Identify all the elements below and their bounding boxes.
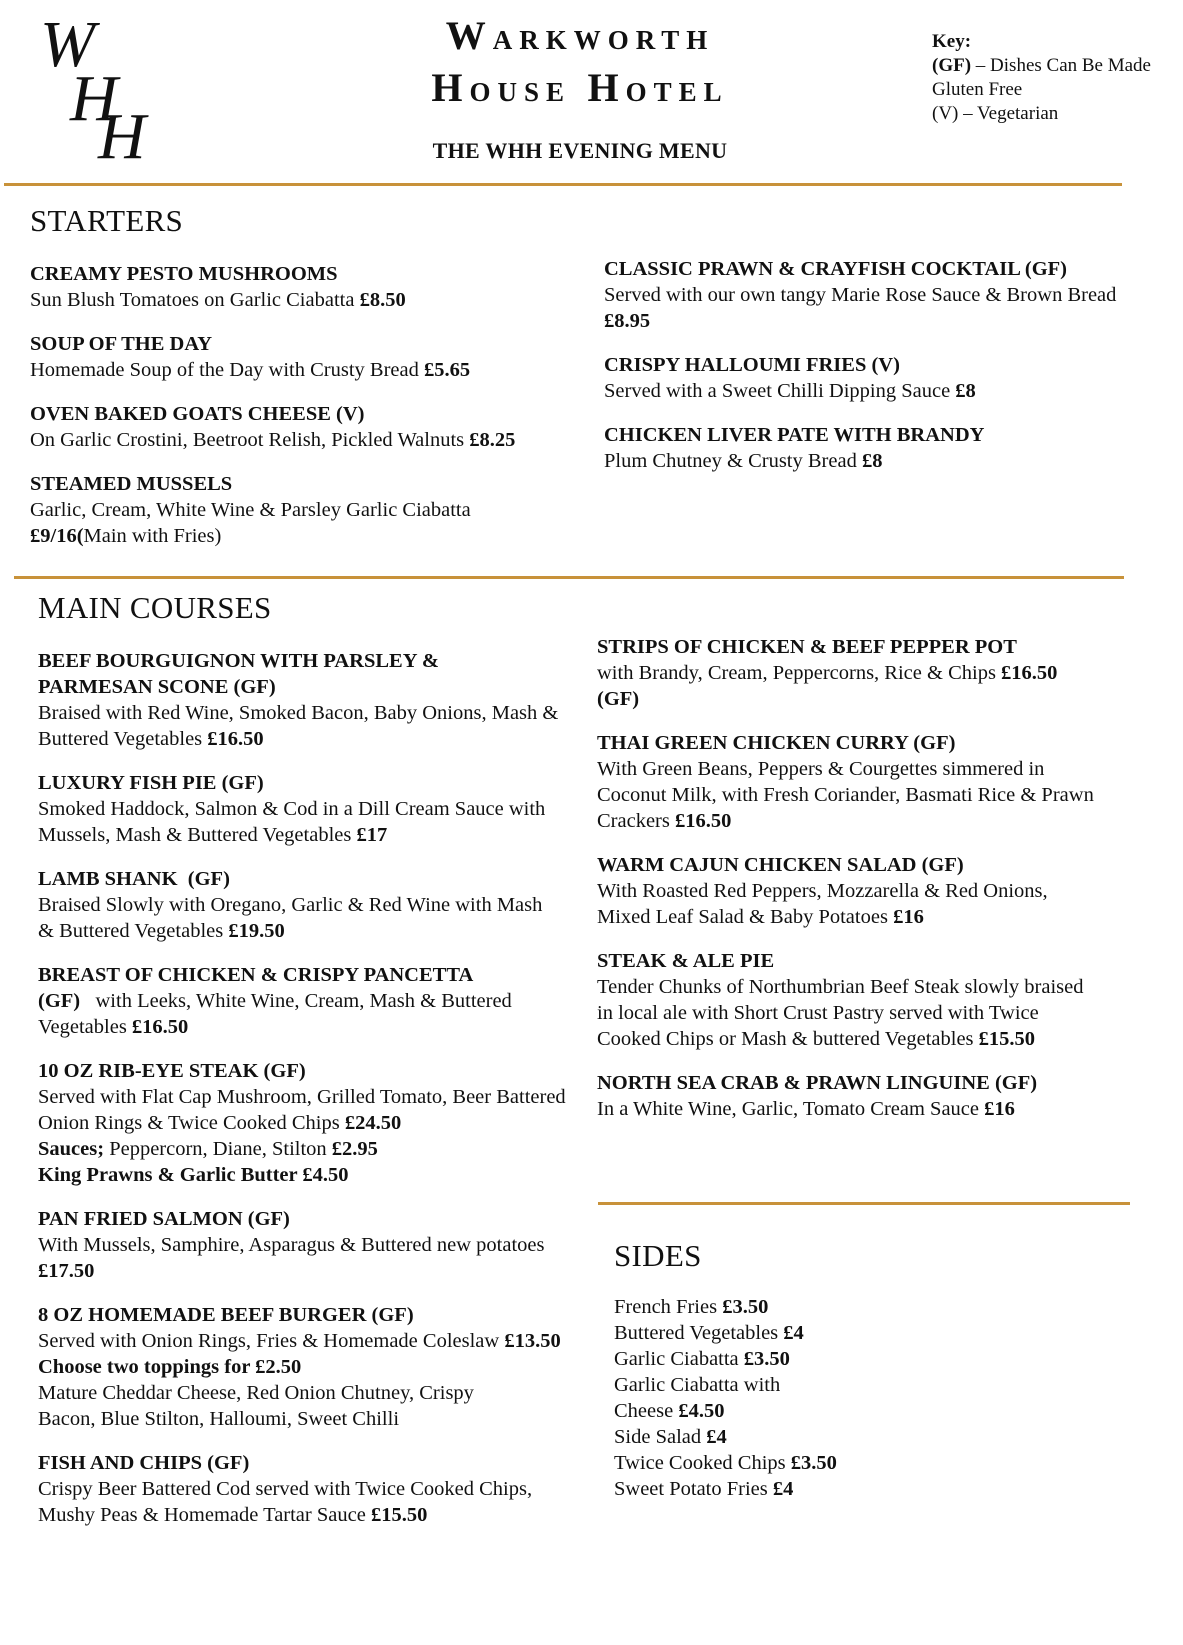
item-desc: On Garlic Crostini, Beetroot Relish, Pickled Walnuts (30, 429, 470, 451)
item-desc: Served with Flat Cap Mushroom, Grilled Tomato, Beer Battered Onion Rings & Twice Cooked Chips (38, 1086, 566, 1134)
menu-item (597, 730, 1097, 834)
header-divider (4, 183, 1122, 186)
sauces-price: £2.95 (331, 1138, 378, 1160)
item-name: 10 OZ RIB-EYE STEAK (GF) (38, 1060, 306, 1082)
sides-title: SIDES (614, 1238, 702, 1273)
key-title: Key: (932, 31, 972, 52)
menu-item (38, 1302, 574, 1432)
item-desc: Smoked Haddock, Salmon & Cod in a Dill Cream Sauce with Mussels, Mash & Buttered Vegetables (38, 798, 546, 846)
side-item: Cheese £4.50 (614, 1400, 725, 1422)
item-desc: Braised with Red Wine, Smoked Bacon, Baby Onions, Mash & Buttered Vegetables (38, 702, 559, 750)
item-price: £16 (984, 1098, 1015, 1120)
sides-list (614, 1294, 837, 1502)
item-desc: Plum Chutney & Crusty Bread (604, 450, 862, 472)
menu-item (38, 1058, 574, 1188)
item-name: CHICKEN LIVER PATE WITH BRANDY (604, 424, 985, 446)
item-name: 8 OZ HOMEMADE BEEF BURGER (GF) (38, 1304, 414, 1326)
item-desc: Tender Chunks of Northumbrian Beef Steak slowly braised in local ale with Short Crust Pastry served with Twice Cooked Chips or Mash & buttered Vegetables (597, 976, 1084, 1050)
item-desc: Served with a Sweet Chilli Dipping Sauce (604, 380, 956, 402)
item-price: £15.50 (978, 1028, 1036, 1050)
menu-item (597, 634, 1097, 712)
item-price: £15.50 (370, 1504, 428, 1526)
sauces-label: Sauces; (38, 1138, 105, 1160)
item-desc: In a White Wine, Garlic, Tomato Cream Sauce (597, 1098, 985, 1120)
item-name: LUXURY FISH PIE (GF) (38, 772, 264, 794)
item-price: £9/16( (30, 525, 84, 547)
item-desc: With Mussels, Samphire, Asparagus & Buttered new potatoes (38, 1234, 545, 1256)
starters-right-column (604, 256, 1144, 492)
side-item: Twice Cooked Chips £3.50 (614, 1452, 837, 1474)
item-price: £13.50 (504, 1330, 561, 1352)
item-desc: Sun Blush Tomatoes on Garlic Ciabatta (30, 289, 360, 311)
item-name: STEAK & ALE PIE (597, 950, 775, 972)
logo-letter-h2: H (98, 100, 146, 168)
key-v-code: (V) (932, 103, 959, 124)
item-price: £16.50 (GF) (597, 662, 1058, 710)
item-name-cont: (GF) (38, 990, 81, 1012)
item-name: LAMB SHANK (GF) (38, 868, 230, 890)
item-desc: Homemade Soup of the Day with Crusty Bread (30, 359, 424, 381)
item-name: CLASSIC PRAWN & CRAYFISH COCKTAIL (GF) (604, 258, 1068, 280)
menu-item (38, 866, 574, 944)
menu-item (597, 852, 1097, 930)
sauces-text: Peppercorn, Diane, Stilton (104, 1138, 332, 1160)
mains-right-column (597, 634, 1097, 1140)
item-price: £16.50 (131, 1016, 189, 1038)
toppings-offer: Choose two toppings for £2.50 (38, 1356, 302, 1378)
menu-item (38, 648, 574, 752)
menu-item (38, 770, 574, 848)
whh-logo (38, 8, 178, 168)
starters-divider (14, 576, 1124, 579)
item-price: £8.25 (469, 429, 516, 451)
item-price: £19.50 (228, 920, 285, 942)
side-item: Garlic Ciabatta with (614, 1374, 781, 1396)
menu-item (30, 471, 590, 549)
menu-item (604, 352, 1144, 404)
menu-item (597, 948, 1097, 1052)
hotel-name (380, 12, 780, 116)
side-item: Garlic Ciabatta £3.50 (614, 1348, 790, 1370)
item-name: THAI GREEN CHICKEN CURRY (GF) (597, 732, 956, 754)
prawns-extra: King Prawns & Garlic Butter £4.50 (38, 1164, 349, 1186)
item-name: SOUP OF THE DAY (30, 333, 213, 355)
menu-item (30, 331, 590, 383)
item-name: FISH AND CHIPS (GF) (38, 1452, 250, 1474)
item-name: NORTH SEA CRAB & PRAWN LINGUINE (GF) (597, 1072, 1038, 1094)
item-price: £8 (955, 380, 976, 402)
item-desc: Braised Slowly with Oregano, Garlic & Red Wine with Mash & Buttered Vegetables (38, 894, 543, 942)
side-item: Side Salad £4 (614, 1426, 727, 1448)
item-name: BEEF BOURGUIGNON WITH PARSLEY & PARMESAN SCONE (GF) (38, 650, 439, 698)
dietary-key (932, 30, 1172, 126)
item-name: STRIPS OF CHICKEN & BEEF PEPPER POT (597, 636, 1017, 658)
menu-item (30, 401, 590, 453)
item-name: PAN FRIED SALMON (GF) (38, 1208, 290, 1230)
item-price: £16 (893, 906, 924, 928)
menu-item (597, 1070, 1097, 1122)
item-price: £17.50 (38, 1260, 95, 1282)
item-desc: Garlic, Cream, White Wine & Parsley Garlic Ciabatta (30, 499, 471, 521)
item-desc: with Brandy, Cream, Peppercorns, Rice & Chips (597, 662, 1002, 684)
logo-letter-w: W (40, 8, 95, 81)
item-name: STEAMED MUSSELS (30, 473, 233, 495)
sides-divider (598, 1202, 1130, 1205)
starters-title: STARTERS (30, 203, 184, 238)
item-price: £24.50 (344, 1112, 402, 1134)
menu-item (38, 1450, 574, 1528)
item-note: Main with Fries) (83, 525, 222, 547)
item-name: BREAST OF CHICKEN & CRISPY PANCETTA (38, 964, 474, 986)
hotel-name-line1: WARKWORTH (445, 13, 715, 58)
item-name: CREAMY PESTO MUSHROOMS (30, 263, 338, 285)
item-name: WARM CAJUN CHICKEN SALAD (GF) (597, 854, 964, 876)
item-price: £16.50 (207, 728, 264, 750)
item-desc: With Green Beans, Peppers & Courgettes simmered in Coconut Milk, with Fresh Coriander, Basmati Rice & Prawn Crackers (597, 758, 1094, 832)
menu-item (38, 962, 574, 1040)
starters-left-column (30, 261, 590, 567)
side-item: Buttered Vegetables £4 (614, 1322, 804, 1344)
item-desc: With Roasted Red Peppers, Mozzarella & Red Onions, Mixed Leaf Salad & Baby Potatoes (597, 880, 1048, 928)
item-price: £17 (356, 824, 388, 846)
item-desc: with Leeks, White Wine, Cream, Mash & Buttered Vegetables (38, 990, 517, 1038)
menu-item (30, 261, 590, 313)
hotel-name-line2: HOUSE HOTEL (431, 65, 729, 110)
item-desc: Served with our own tangy Marie Rose Sauce & Brown Bread (604, 284, 1117, 306)
key-gf-code: (GF) (932, 55, 972, 76)
key-gf-text: – Dishes Can Be Made Gluten Free (932, 55, 1151, 100)
menu-item (604, 256, 1144, 334)
mains-left-column (38, 648, 574, 1546)
item-name: OVEN BAKED GOATS CHEESE (V) (30, 403, 365, 425)
menu-title: THE WHH EVENING MENU (432, 138, 728, 163)
menu-item (38, 1206, 574, 1284)
key-v-text: – Vegetarian (958, 103, 1059, 124)
item-desc: Crispy Beer Battered Cod served with Twice Cooked Chips, Mushy Peas & Homemade Tartar Sauce (38, 1478, 533, 1526)
side-item: French Fries £3.50 (614, 1296, 769, 1318)
menu-item (604, 422, 1144, 474)
logo-letter-h1: H (70, 62, 118, 135)
mains-title: MAIN COURSES (38, 590, 272, 625)
item-price: £8.95 (604, 310, 651, 332)
item-price: £8.50 (359, 289, 406, 311)
side-item: Sweet Potato Fries £4 (614, 1478, 794, 1500)
item-name: CRISPY HALLOUMI FRIES (V) (604, 354, 900, 376)
item-desc: Served with Onion Rings, Fries & Homemade Coleslaw (38, 1330, 505, 1352)
item-price: £5.65 (423, 359, 471, 381)
item-price: £16.50 (674, 810, 732, 832)
toppings-list: Mature Cheddar Cheese, Red Onion Chutney, Crispy Bacon, Blue Stilton, Halloumi, Sweet Chilli (38, 1382, 474, 1430)
item-price: £8 (861, 450, 883, 472)
